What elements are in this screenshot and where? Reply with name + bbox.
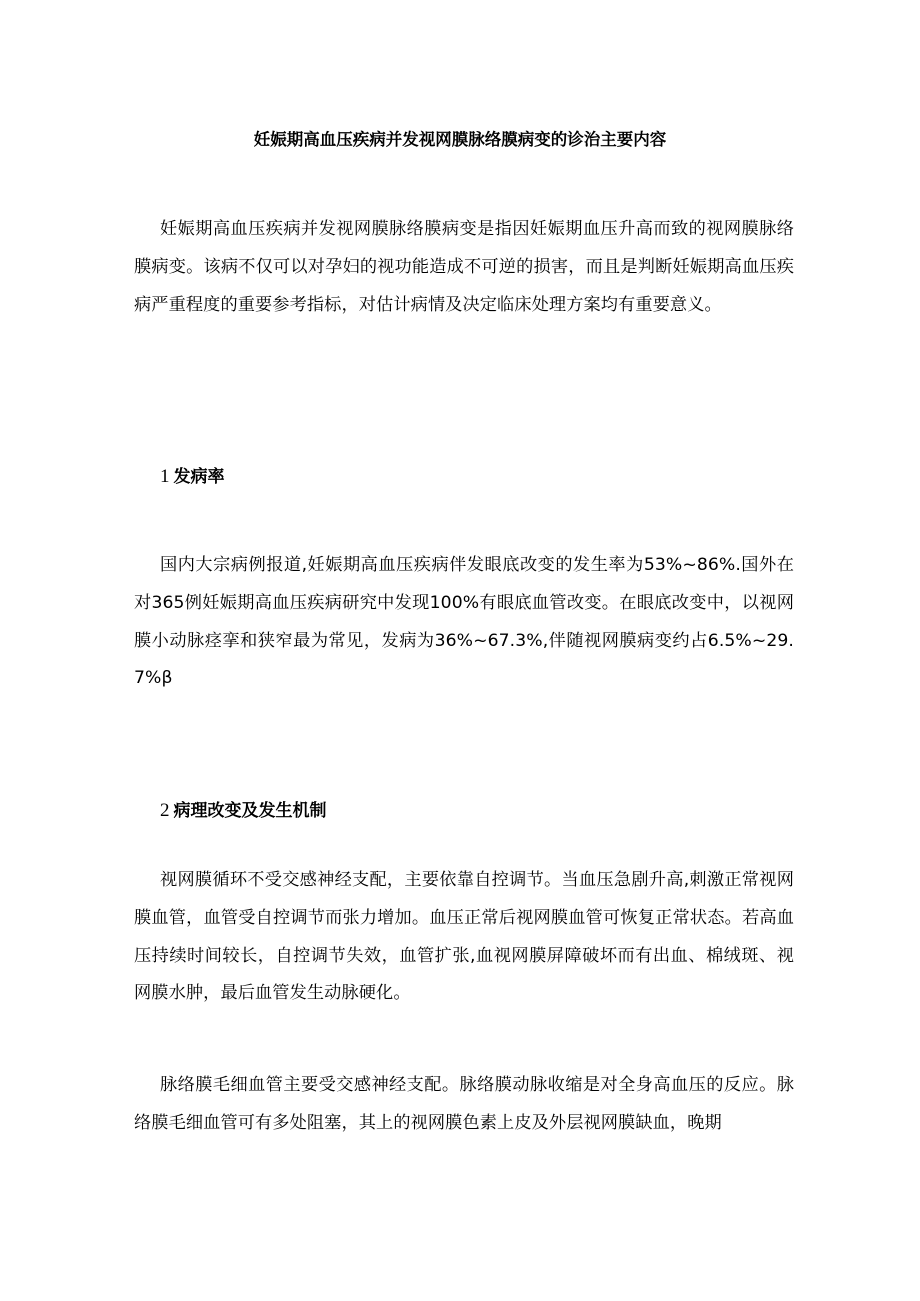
section-number: 1 [160, 466, 170, 487]
pathology-paragraph-choroid: 脉络膜毛细血管主要受交感神经支配。脉络膜动脉收缩是对全身高血压的反应。脉络膜毛细血管可有多处阻塞，其上的视网膜色素上皮及外层视网膜缺血，晚期 [134, 1075, 794, 1133]
pathology-section-choroid [134, 1067, 794, 1143]
section-heading-incidence [160, 465, 225, 489]
incidence-paragraph: 国内大宗病例报道,妊娠期高血压疾病伴发眼底改变的发生率为53%~86%.国外在对365例妊娠期高血压疾病研究中发现100%有眼底血管改变。在眼底改变中，以视网膜小动脉痉挛和狭窄最为常见，发病为36%~67.3%,伴随视网膜病变约占6.5%~29.7%β [134, 555, 794, 689]
section-number: 2 [160, 800, 170, 821]
section-heading-text: 发病率 [173, 467, 225, 487]
intro-paragraph: 妊娠期高血压疾病并发视网膜脉络膜病变是指因妊娠期血压升高而致的视网膜脉络膜病变。该病不仅可以对孕妇的视功能造成不可逆的损害，而且是判断妊娠期高血压疾病严重程度的重要参考指标，对估计病情及决定临床处理方案均有重要意义。 [134, 219, 794, 315]
document-title: 妊娠期高血压疾病并发视网膜脉络膜病变的诊治主要内容 [253, 130, 667, 149]
incidence-section [134, 547, 794, 698]
pathology-paragraph-retina: 视网膜循环不受交感神经支配，主要依靠自控调节。当血压急剧升高,刺激正常视网膜血管，血管受自控调节而张力增加。血压正常后视网膜血管可恢复正常状态。若高血压持续时间较长，自控调节失效，血管扩张,血视网膜屏障破坏而有出血、棉绒斑、视网膜水肿，最后血管发生动脉硬化。 [134, 870, 794, 1004]
section-heading-text: 病理改变及发生机制 [173, 801, 327, 821]
section-heading-pathology [160, 799, 327, 823]
intro-section [134, 211, 794, 324]
pathology-section-retina [134, 862, 794, 1013]
